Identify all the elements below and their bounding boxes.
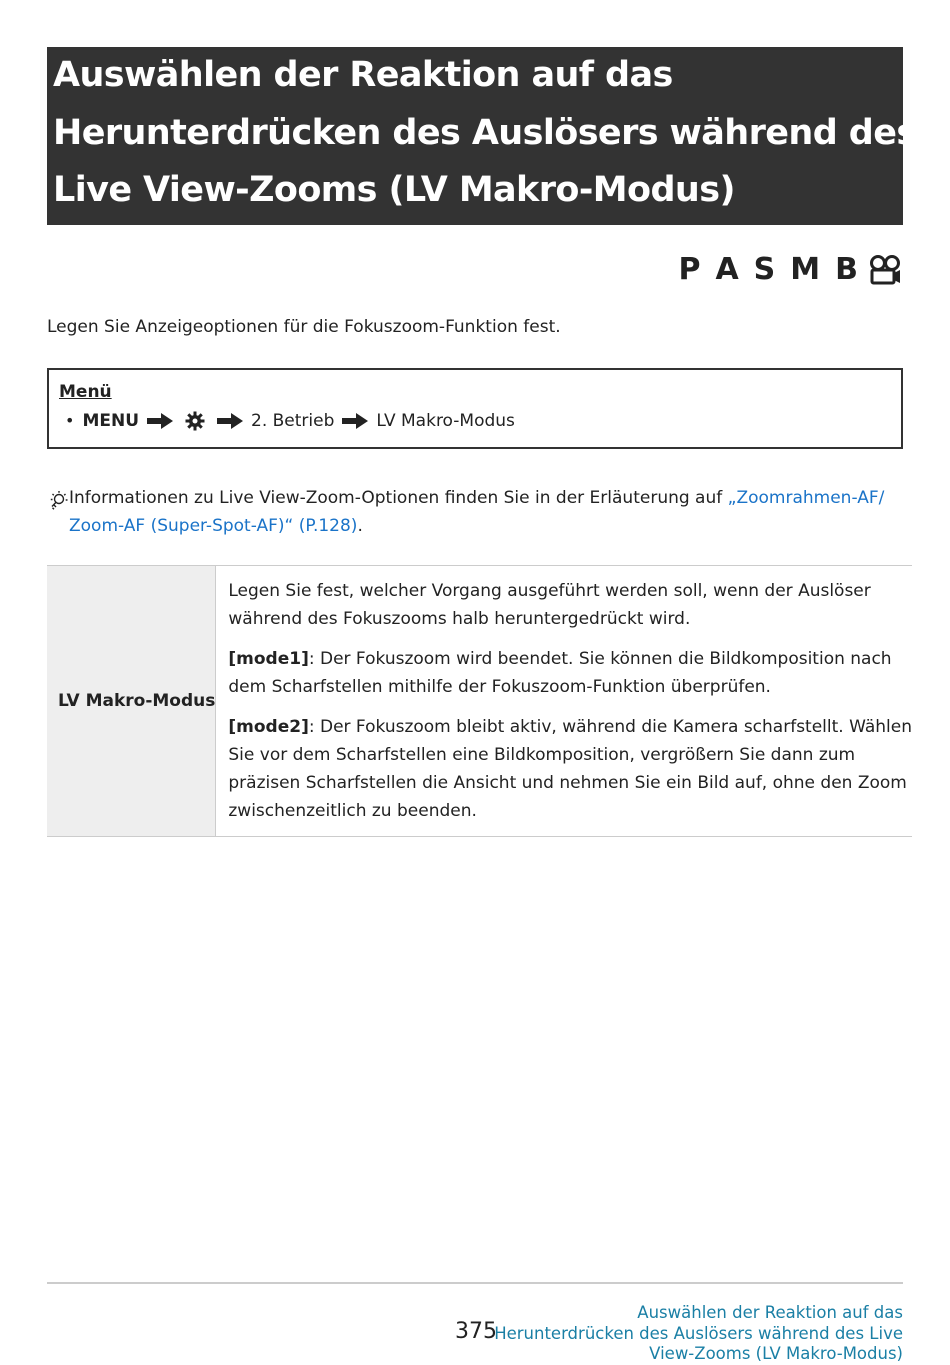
menu-path-step: 2. Betrieb — [251, 411, 335, 431]
setting-name: LV Makro-Modus — [47, 566, 216, 837]
hint-note — [47, 484, 903, 540]
page-title-line: Live View-Zooms (LV Makro-Modus) — [53, 170, 735, 210]
intro-text: Legen Sie Anzeigeoptionen für die Fokuszoom-Funktion fest. — [47, 317, 561, 337]
settings-table — [47, 565, 912, 837]
menu-path-start: MENU — [82, 411, 139, 431]
menu-box — [47, 368, 903, 449]
cross-reference-link[interactable]: „Zoomrahmen-AF/ — [727, 488, 885, 508]
cross-reference-link[interactable]: Zoom-AF (Super-Spot-AF)“ (P.128) — [69, 516, 358, 536]
footer-title-line: View-Zooms (LV Makro-Modus) — [649, 1344, 903, 1363]
footer-section-link[interactable] — [494, 1303, 903, 1365]
option-text: zwischenzeitlich zu beenden. — [228, 801, 477, 821]
mode-p: P — [678, 252, 701, 287]
bullet-icon: • — [65, 411, 75, 430]
menu-path-step: LV Makro-Modus — [376, 411, 515, 431]
mode-s: S — [753, 252, 776, 287]
option-text: : Der Fokuszoom wird beendet. Sie können die Bildkomposition nach — [308, 649, 892, 669]
option-label: [mode2] — [228, 717, 309, 737]
option-text: : Der Fokuszoom bleibt aktiv, während die Kamera scharfstellt. Wählen — [308, 717, 912, 737]
movie-camera-icon — [868, 254, 902, 286]
mode-a: A — [715, 252, 739, 287]
hint-text: Informationen zu Live View-Zoom-Optionen finden Sie in der Erläuterung auf — [69, 488, 728, 508]
arrow-right-icon — [147, 413, 173, 429]
description-line: während des Fokuszooms halb heruntergedrückt wird. — [228, 609, 691, 629]
page-title — [53, 47, 917, 220]
arrow-right-icon — [342, 413, 368, 429]
gear-icon — [185, 411, 205, 431]
menu-heading: Menü — [59, 382, 112, 402]
option-mode1 — [228, 645, 912, 701]
setting-description — [216, 566, 912, 837]
footer-divider — [47, 1282, 903, 1284]
option-label: [mode1] — [228, 649, 309, 669]
option-text: präzisen Scharfstellen die Ansicht und nehmen Sie ein Bild auf, ohne den Zoom — [228, 773, 907, 793]
hint-text: . — [357, 516, 363, 536]
page-title-line: Herunterdrücken des Auslösers während des — [53, 112, 917, 153]
table-row — [47, 566, 912, 837]
lightbulb-icon — [47, 489, 69, 511]
description-line: Legen Sie fest, welcher Vorgang ausgeführt werden soll, wenn der Auslöser — [228, 581, 871, 601]
footer-title-line: Auswählen der Reaktion auf das — [637, 1303, 903, 1322]
page-number: 375 — [455, 1319, 497, 1344]
title-banner — [47, 47, 917, 225]
option-text: dem Scharfstellen mithilfe der Fokuszoom-Funktion überprüfen. — [228, 677, 771, 697]
shooting-modes — [663, 252, 902, 288]
mode-m: M — [790, 252, 821, 287]
option-mode2 — [228, 713, 912, 825]
option-text: Sie vor dem Scharfstellen eine Bildkomposition, vergrößern Sie dann zum — [228, 745, 856, 765]
menu-path — [59, 407, 891, 435]
mode-b: B — [835, 252, 858, 287]
arrow-right-icon — [217, 413, 243, 429]
page-title-line: Auswählen der Reaktion auf das — [53, 55, 673, 95]
footer-title-line: Herunterdrücken des Auslösers während des Live — [494, 1323, 903, 1343]
